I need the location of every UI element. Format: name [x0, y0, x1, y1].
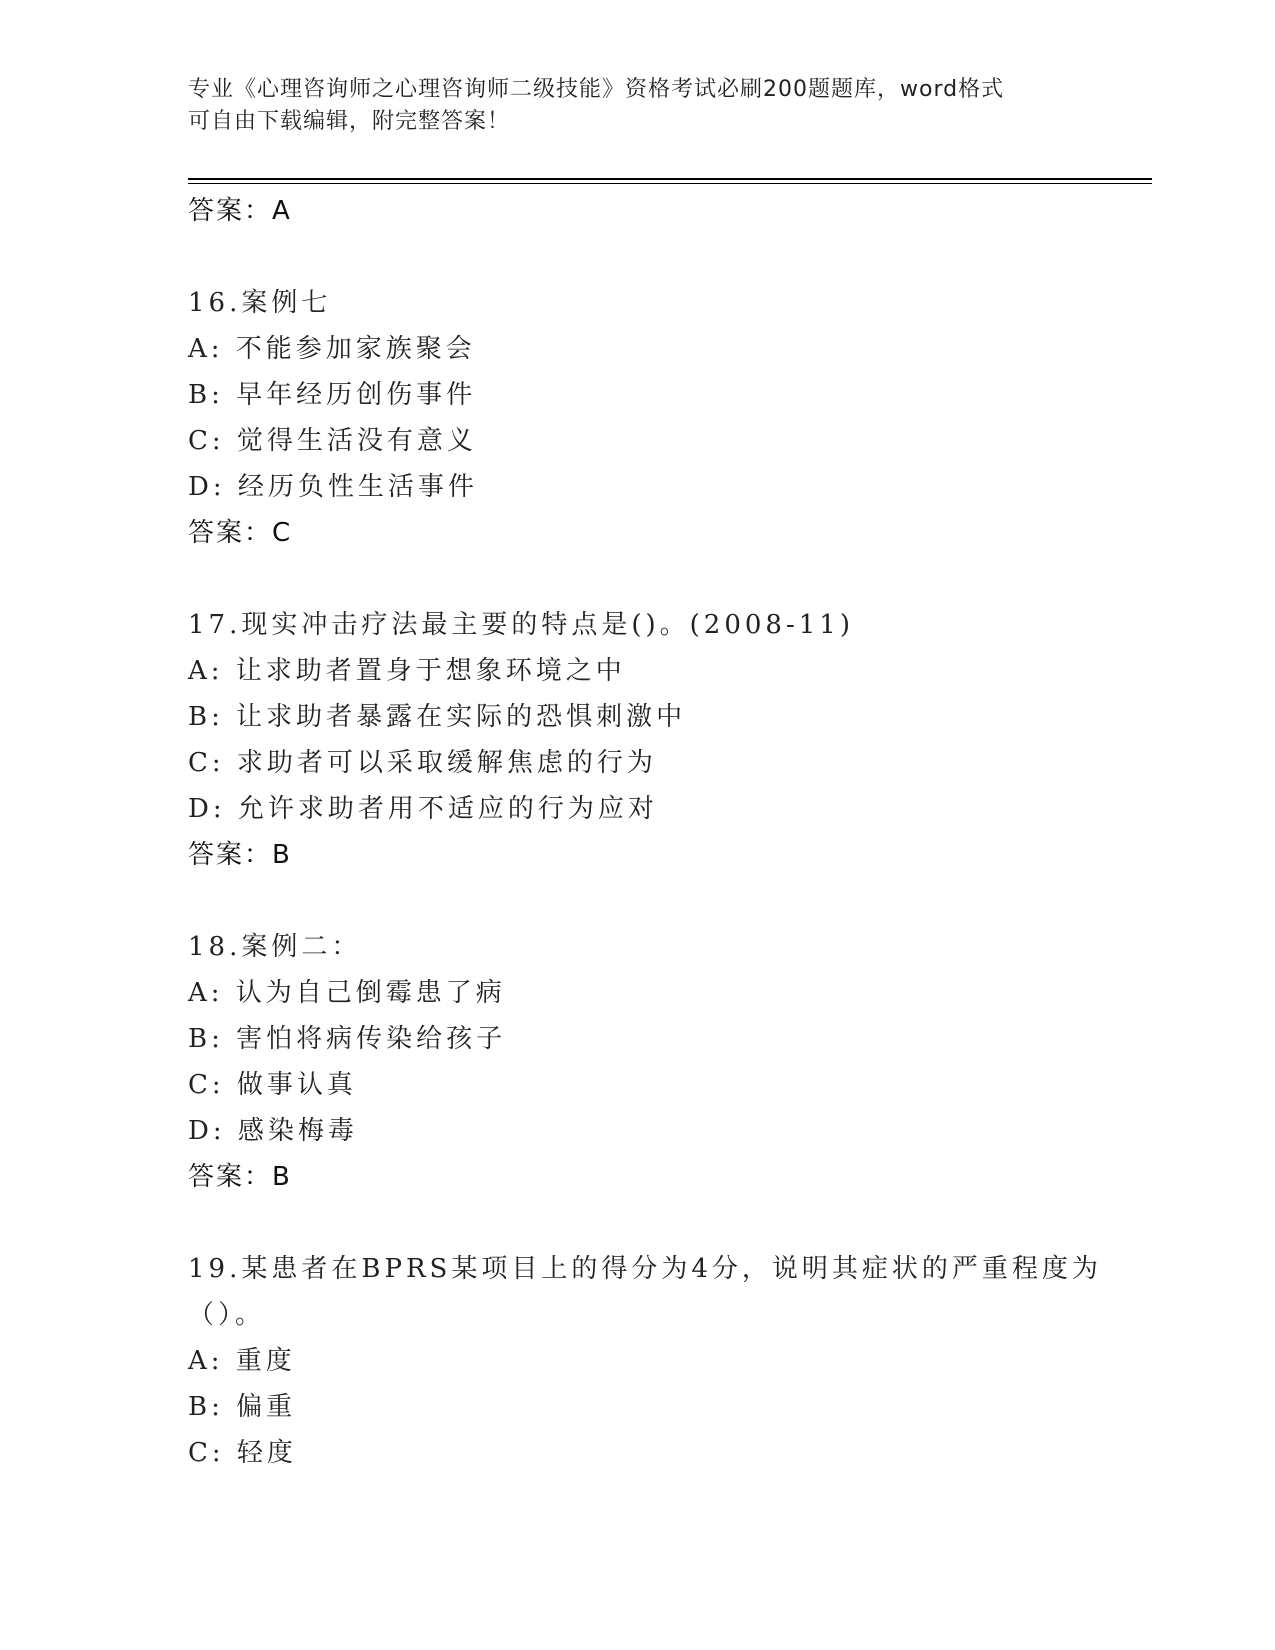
- question-17: [188, 602, 1088, 878]
- question-stem: 19.某患者在BPRS某项目上的得分为4分，说明其症状的严重程度为: [188, 1254, 1102, 1284]
- document-body: [188, 188, 1102, 1476]
- option-c: C: 做事认真: [188, 1070, 357, 1100]
- option-a: A: 不能参加家族聚会: [188, 334, 476, 364]
- question-16: [188, 280, 1088, 556]
- answer-line: 答案：B: [188, 1162, 292, 1192]
- document-header: [188, 74, 1068, 138]
- question-18: [188, 924, 1088, 1200]
- option-c: C: 轻度: [188, 1438, 297, 1468]
- option-d: D: 允许求助者用不适应的行为应对: [188, 794, 658, 824]
- question-19: [188, 1246, 1102, 1476]
- option-c: C: 觉得生活没有意义: [188, 426, 477, 456]
- question-stem-continued: （）。: [188, 1300, 266, 1330]
- option-d: D: 经历负性生活事件: [188, 472, 478, 502]
- option-b: B: 害怕将病传染给孩子: [188, 1024, 507, 1054]
- option-b: B: 让求助者暴露在实际的恐惧刺激中: [188, 702, 687, 732]
- header-line-1: 专业《心理咨询师之心理咨询师二级技能》资格考试必刷200题题库，word格式: [188, 77, 1005, 102]
- option-d: D: 感染梅毒: [188, 1116, 358, 1146]
- option-a: A: 让求助者置身于想象环境之中: [188, 656, 626, 686]
- option-c: C: 求助者可以采取缓解焦虑的行为: [188, 748, 657, 778]
- question-stem: 16.案例七: [188, 288, 332, 318]
- question-stem: 17.现实冲击疗法最主要的特点是()。(2008-11): [188, 610, 854, 640]
- question-stem: 18.案例二：: [188, 932, 362, 962]
- option-a: A: 重度: [188, 1346, 296, 1376]
- answer-line: 答案：A: [188, 196, 292, 226]
- header-rule-thick: [188, 178, 1152, 180]
- answer-line: 答案：B: [188, 840, 292, 870]
- header-rule-thin: [188, 183, 1152, 184]
- header-line-2: 可自由下载编辑，附完整答案！: [188, 109, 511, 134]
- option-a: A: 认为自己倒霉患了病: [188, 978, 506, 1008]
- option-b: B: 早年经历创伤事件: [188, 380, 477, 410]
- answer-line: 答案：C: [188, 518, 293, 548]
- option-b: B: 偏重: [188, 1392, 297, 1422]
